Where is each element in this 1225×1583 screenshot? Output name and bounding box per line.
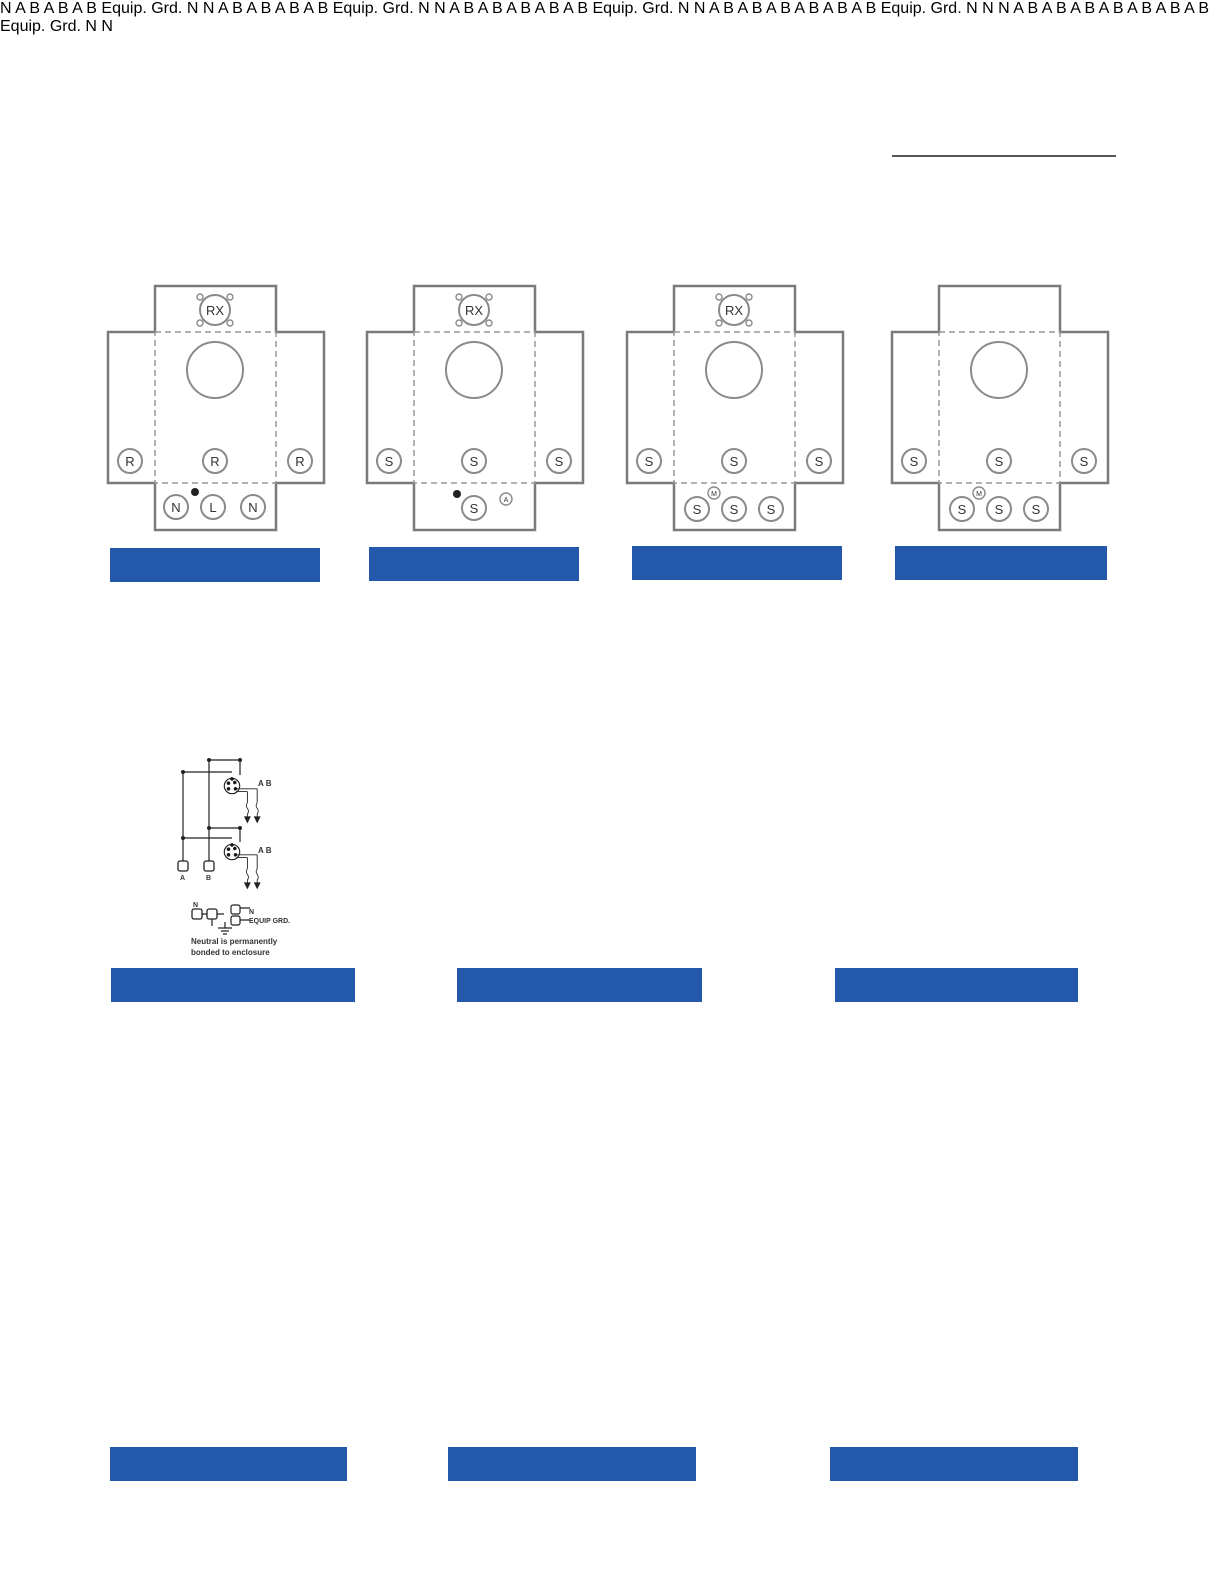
diagram-1-ab-top: A B <box>258 779 272 788</box>
panel-2-left-label: S <box>384 454 394 469</box>
diagram-1-label-a: A <box>180 875 186 882</box>
diagram-4-ab-3: A B <box>534 0 560 17</box>
diagram-6-ab-right-3: A B <box>1184 0 1209 17</box>
diagram-4-ab-1: A B <box>477 0 503 17</box>
panel-3-lower-2: S <box>729 502 739 517</box>
panel-1-lower-2: L <box>209 500 217 515</box>
panel-1-top-label: RX <box>205 303 225 318</box>
panel-4 <box>892 286 1108 530</box>
panel-3-left-label: S <box>644 454 654 469</box>
panel-3-center-label: S <box>729 454 739 469</box>
diagram-4-ab-4: A B <box>563 0 589 17</box>
note-line-2: bonded to enclosure <box>191 948 270 957</box>
diagram-3-ab-1: A B <box>246 0 272 17</box>
diagram-4-equip-grd: Equip. Grd. <box>592 0 674 17</box>
diagram-4-neutral: N <box>677 0 690 17</box>
diagram-4-ab-2: A B <box>506 0 532 17</box>
panel-1-left-label: R <box>125 454 135 469</box>
panel-2 <box>367 286 583 530</box>
diagram-5-neutral-right: N <box>982 0 994 17</box>
diagram-3-neutral: N <box>418 0 430 17</box>
panel-4-lower-1: S <box>957 502 967 517</box>
diagram-5-nab: N A B <box>693 0 734 17</box>
panel-2-lower-1: S <box>469 501 479 516</box>
panel-2-center-label: S <box>469 454 479 469</box>
panel-2-right-label: S <box>554 454 564 469</box>
diagram-5-ab-2: A B <box>765 0 791 17</box>
panel-4-lower-3: S <box>1031 502 1041 517</box>
wiring-diagram-1 <box>178 760 260 934</box>
diagram-4-nab: N A B <box>434 0 475 17</box>
panel-3-right-label: S <box>814 454 824 469</box>
diagram-3-equip-grd: Equip. Grd. <box>332 0 414 17</box>
diagram-1-ab-bottom: A B <box>258 846 272 855</box>
diagram-5-neutral-left: N <box>966 0 978 17</box>
diagram-6-neutral-left: N <box>85 18 97 35</box>
diagram-6-ab-left-1: A B <box>1041 0 1067 17</box>
panel-1-right-label: R <box>295 454 305 469</box>
diagram-5-ab-4: A B <box>822 0 848 17</box>
diagram-3-ab-2: A B <box>274 0 300 17</box>
diagram-3-nab: N A B <box>202 0 243 17</box>
panel-3-lower-3: S <box>766 502 776 517</box>
diagram-6-equip-grd: Equip. Grd. <box>0 18 81 35</box>
diagram-2-neutral: N <box>186 0 199 17</box>
note-line-1: Neutral is permanently <box>191 937 278 946</box>
panel-3-lower-1: S <box>692 502 702 517</box>
panel-2-extra-label: A <box>503 497 509 504</box>
panel-4-lower-2: S <box>994 502 1004 517</box>
diagram-2-equip-grd: Equip. Grd. <box>101 0 183 17</box>
diagram-6-ab-left-2: A B <box>1070 0 1096 17</box>
panel-3 <box>627 286 843 530</box>
neutral-bond-note <box>191 936 277 958</box>
diagram-5-ab-3: A B <box>794 0 820 17</box>
diagram-6-ab-left-3: A B <box>1098 0 1124 17</box>
diagram-5-ab-1: A B <box>737 0 763 17</box>
panel-1-lower-3: N <box>248 500 258 515</box>
diagram-2-ab-bottom: A B <box>72 0 97 17</box>
diagram-6-ab-right-1: A B <box>1127 0 1153 17</box>
panel-1 <box>108 286 324 530</box>
diagram-5-ab-5: A B <box>851 0 877 17</box>
panel-2-top-label: RX <box>464 303 484 318</box>
diagram-2-ab-top: A B <box>43 0 69 17</box>
diagram-2-nab: N A B <box>0 0 41 17</box>
diagram-6-neutral-right: N <box>101 18 113 35</box>
panel-4-left-label: S <box>909 454 919 469</box>
diagram-6-ab-right-2: A B <box>1155 0 1181 17</box>
panel-3-badge: M <box>711 491 717 498</box>
diagram-5-equip-grd: Equip. Grd. <box>880 0 962 17</box>
diagram-1-label-b: B <box>206 875 212 882</box>
panel-4-right-label: S <box>1079 454 1089 469</box>
panel-3-top-label: RX <box>724 303 744 318</box>
diagram-1-label-n-right: N <box>249 909 255 916</box>
diagram-3-ab-3: A B <box>303 0 329 17</box>
panel-4-badge: M <box>976 491 982 498</box>
panel-1-center-label: R <box>210 454 220 469</box>
diagram-1-label-n-left: N <box>193 902 199 909</box>
panel-4-center-label: S <box>994 454 1004 469</box>
panel-1-lower-1: N <box>171 500 181 515</box>
diagram-1-equip-grd: EQUIP GRD. <box>249 918 291 925</box>
diagram-6-nab: N A B <box>998 0 1039 17</box>
